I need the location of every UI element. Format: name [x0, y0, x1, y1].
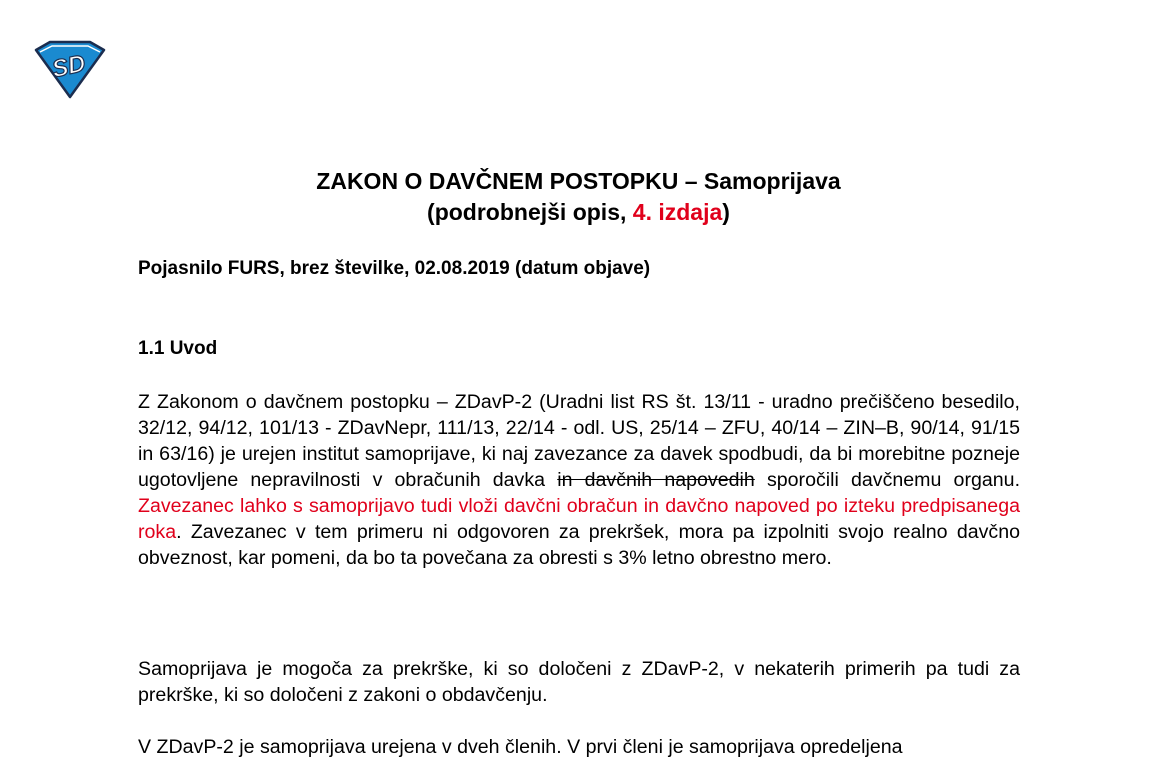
paragraph-intro-part-2: sporočili davčnemu organu.: [754, 469, 1021, 491]
paragraph-intro: [138, 389, 1020, 571]
paragraph-articles: V ZDavP-2 je samoprijava urejena v dveh členih. V prvi členi je samoprijava opredeljena: [138, 736, 903, 758]
title-line-2-suffix: ): [722, 199, 730, 225]
sd-logo-icon: [30, 40, 108, 100]
highlighted-text: Zavezanec lahko s samoprijavo tudi vloži davčni obračun in davčno napoved po izteku predpisanega roka: [138, 495, 1020, 543]
struck-text: in davčnih napovedih: [557, 469, 755, 491]
section-heading: 1.1 Uvod: [138, 338, 218, 359]
source-line: Pojasnilo FURS, brez številke, 02.08.2019 (datum objave): [138, 258, 651, 279]
edition-label: 4. izdaja: [632, 199, 723, 225]
title-line-2: [0, 197, 1157, 228]
paragraph-intro-part-1: Z Zakonom o davčnem postopku – ZDavP-2 (Uradni list RS št. 13/11 - uradno prečiščeno besedilo, 32/12, 94/12, 101/13 - ZDavNepr, 111/13, 22/14 - odl. US, 25/14 – ZFU, 40/14 – ZIN–B, 90/14, 91/15 in 63/16) je urejen institut samoprijave, ki naj zavezance za davek spodbudi, da bi morebitne pozneje ugotovljene nepravilnosti v obračunih davka: [138, 391, 1020, 491]
title-line-2-prefix: (podrobnejši opis,: [427, 199, 633, 225]
paragraph-scope: Samoprijava je mogoča za prekrške, ki so določeni z ZDavP-2, v nekaterih primerih pa tudi za prekrške, ki so določeni z zakoni o obdavčenju.: [138, 658, 1020, 706]
paragraph-intro-part-3: . Zavezanec v tem primeru ni odgovoren za prekršek, mora pa izpolniti svojo realno davčno obveznost, kar pomeni, da bo ta povečana za obresti s 3% letno obrestno mero.: [138, 521, 1020, 569]
document-title: [0, 166, 1157, 228]
title-line-1: ZAKON O DAVČNEM POSTOPKU – Samoprijava: [316, 168, 841, 194]
logo-text: SD: [49, 49, 88, 84]
